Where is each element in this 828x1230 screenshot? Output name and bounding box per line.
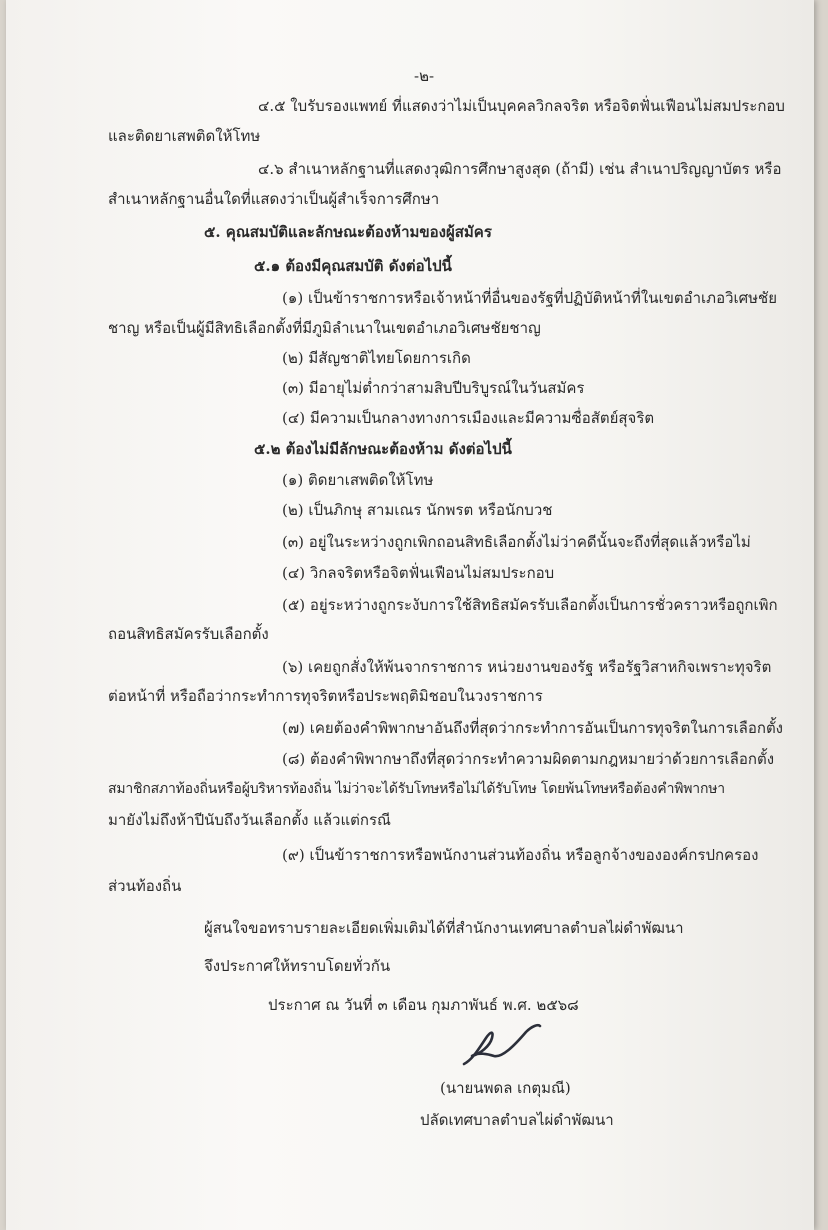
page-number: -๒- bbox=[414, 67, 435, 85]
prohibition-9-line-2: ส่วนท้องถิ่น bbox=[108, 877, 182, 895]
qualification-4: (๔) มีความเป็นกลางทางการเมืองและมีความซื่อสัตย์สุจริต bbox=[282, 409, 655, 427]
prohibition-5-line-2: ถอนสิทธิสมัครรับเลือกตั้ง bbox=[108, 625, 269, 643]
signatory-position: ปลัดเทศบาลตำบลไผ่ดำพัฒนา bbox=[420, 1111, 614, 1129]
qualification-2: (๒) มีสัญชาติไทยโดยการเกิด bbox=[282, 349, 471, 367]
contact-info: ผู้สนใจขอทราบรายละเอียดเพิ่มเติมได้ที่สำนักงานเทศบาลตำบลไผ่ดำพัฒนา bbox=[204, 919, 684, 937]
prohibition-6-line-2: ต่อหน้าที่ หรือถือว่ากระทำการทุจริตหรือประพฤติมิชอบในวงราชการ bbox=[108, 687, 543, 705]
qualification-3: (๓) มีอายุไม่ต่ำกว่าสามสิบปีบริบูรณ์ในวันสมัคร bbox=[282, 379, 585, 397]
prohibition-3: (๓) อยู่ในระหว่างถูกเพิกถอนสิทธิเลือกตั้งไม่ว่าคดีนั้นจะถึงที่สุดแล้วหรือไม่ bbox=[282, 533, 751, 551]
section-5-1-heading: ๕.๑ ต้องมีคุณสมบัติ ดังต่อไปนี้ bbox=[254, 257, 452, 275]
prohibition-2: (๒) เป็นภิกษุ สามเณร นักพรต หรือนักบวช bbox=[282, 501, 553, 519]
prohibition-6-line-1: (๖) เคยถูกสั่งให้พ้นจากราชการ หน่วยงานของรัฐ หรือรัฐวิสาหกิจเพราะทุจริต bbox=[282, 658, 772, 676]
item-4-5-line-1: ๔.๕ ใบรับรองแพทย์ ที่แสดงว่าไม่เป็นบุคคลวิกลจริต หรือจิตฟั่นเฟือนไม่สมประกอบ bbox=[258, 97, 785, 115]
section-5-heading: ๕. คุณสมบัติและลักษณะต้องห้ามของผู้สมัคร bbox=[204, 223, 492, 241]
signatory-name: (นายนพดล เกตุมณี) bbox=[440, 1079, 571, 1097]
prohibition-1: (๑) ติดยาเสพติดให้โทษ bbox=[282, 471, 434, 489]
prohibition-5-line-1: (๕) อยู่ระหว่างถูกระงับการใช้สิทธิสมัครรับเลือกตั้งเป็นการชั่วคราวหรือถูกเพิก bbox=[282, 596, 778, 614]
prohibition-9-line-1: (๙) เป็นข้าราชการหรือพนักงานส่วนท้องถิ่น หรือลูกจ้างขององค์กรปกครอง bbox=[282, 846, 759, 864]
item-4-6-line-1: ๔.๖ สำเนาหลักฐานที่แสดงวุฒิการศึกษาสูงสุด (ถ้ามี) เช่น สำเนาปริญญาบัตร หรือ bbox=[258, 160, 782, 178]
qualification-1-line-1: (๑) เป็นข้าราชการหรือเจ้าหน้าที่อื่นของรัฐที่ปฏิบัติหน้าที่ในเขตอำเภอวิเศษชัย bbox=[282, 289, 777, 307]
announcement: จึงประกาศให้ทราบโดยทั่วกัน bbox=[204, 957, 391, 975]
prohibition-4: (๔) วิกลจริตหรือจิตฟั่นเฟือนไม่สมประกอบ bbox=[282, 564, 555, 582]
prohibition-8-line-2: สมาชิกสภาท้องถิ่นหรือผู้บริหารท้องถิ่น ไม่ว่าจะได้รับโทษหรือไม่ได้รับโทษ โดยพ้นโทษหรือต้องคำพิพากษา bbox=[108, 781, 725, 797]
prohibition-8-line-1: (๘) ต้องคำพิพากษาถึงที่สุดว่ากระทำความผิดตามกฎหมายว่าด้วยการเลือกตั้ง bbox=[282, 750, 775, 768]
item-4-6-line-2: สำเนาหลักฐานอื่นใดที่แสดงว่าเป็นผู้สำเร็จการศึกษา bbox=[108, 190, 440, 208]
signature-icon bbox=[458, 1020, 548, 1070]
document-page bbox=[6, 0, 814, 1230]
prohibition-8-line-3: มายังไม่ถึงห้าปีนับถึงวันเลือกตั้ง แล้วแต่กรณี bbox=[108, 811, 391, 829]
item-4-5-line-2: และติดยาเสพติดให้โทษ bbox=[108, 127, 261, 145]
qualification-1-line-2: ชาญ หรือเป็นผู้มีสิทธิเลือกตั้งที่มีภูมิลำเนาในเขตอำเภอวิเศษชัยชาญ bbox=[108, 319, 541, 337]
announcement-date: ประกาศ ณ วันที่ ๓ เดือน กุมภาพันธ์ พ.ศ. ๒๕๖๘ bbox=[268, 996, 579, 1014]
prohibition-7: (๗) เคยต้องคำพิพากษาอันถึงที่สุดว่ากระทำการอันเป็นการทุจริตในการเลือกตั้ง bbox=[282, 719, 784, 737]
section-5-2-heading: ๕.๒ ต้องไม่มีลักษณะต้องห้าม ดังต่อไปนี้ bbox=[254, 440, 512, 458]
